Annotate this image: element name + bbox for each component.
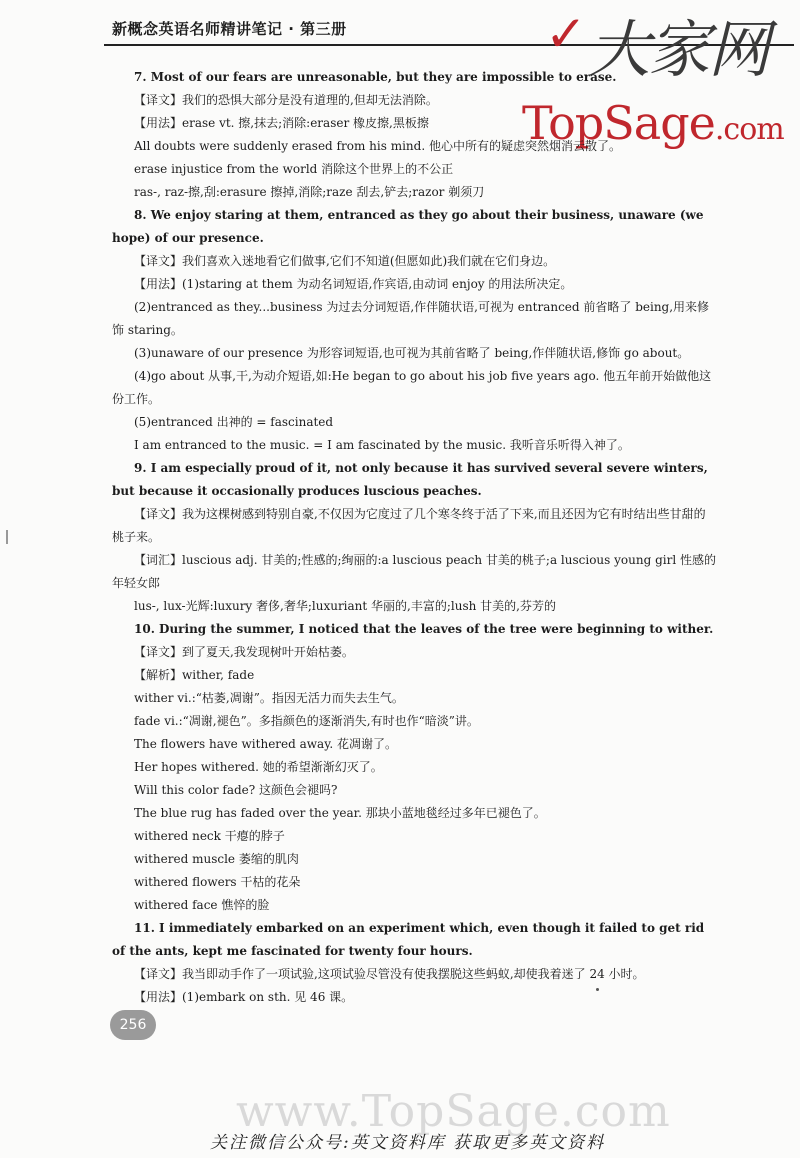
note-line: 【用法】(1)staring at them 为动名词短语,作宾语,由动词 enjoy 的用法所决定。	[134, 277, 573, 291]
note-line: I am entranced to the music. = I am fascinated by the music. 我听音乐听得入神了。	[134, 438, 630, 452]
note-line: 【译文】我为这棵树感到特别自豪,不仅因为它度过了几个寒冬终于活了下来,而且还因为它有时结出些甘甜的桃子来。	[112, 507, 706, 544]
note-line: (5)entranced 出神的 = fascinated	[134, 415, 334, 429]
sentence-heading: 7. Most of our fears are unreasonable, but they are impossible to erase.	[134, 70, 617, 84]
speck	[596, 988, 599, 991]
note-line: ras-, raz-擦,刮:erasure 擦掉,消除;raze 刮去,铲去;razor 剃须刀	[134, 185, 485, 199]
note-line: The blue rug has faded over the year. 那块小蓝地毯经过多年已褪色了。	[134, 806, 546, 820]
sentence-heading: 9. I am especially proud of it, not only because it has survived several severe winters, but because it occasionally produces luscious peaches.	[112, 461, 708, 498]
watermark-logo-cn: 大家网	[588, 13, 769, 86]
note-line: (4)go about 从事,干,为动介短语,如:He began to go about his job five years ago. 他五年前开始做他这份工作。	[112, 369, 712, 406]
note-line: 【译文】我当即动手作了一项试验,这项试验尽管没有使我摆脱这些蚂蚁,却使我着迷了 24 小时。	[134, 967, 645, 981]
watermark-logo-en-suffix: .com	[714, 112, 784, 147]
note-line: 【词汇】luscious adj. 甘美的;性感的;绚丽的:a luscious peach 甘美的桃子;a luscious young girl 性感的年轻女郎	[112, 553, 716, 590]
note-line: withered flowers 干枯的花朵	[134, 875, 301, 889]
page-number: 256	[110, 1010, 156, 1040]
note-line: 【解析】wither, fade	[134, 668, 255, 682]
watermark-footer-site: www.TopSage.com	[236, 1086, 671, 1137]
note-line: withered muscle 萎缩的肌肉	[134, 852, 299, 866]
note-line: fade vi.:“凋谢,褪色”。多指颜色的逐渐消失,有时也作“暗淡”讲。	[134, 714, 479, 728]
note-line: 【译文】我们的恐惧大部分是没有道理的,但却无法消除。	[134, 93, 438, 107]
sentence-heading: 8. We enjoy staring at them, entranced as they go about their business, unaware (we hope) of our presence.	[112, 208, 704, 245]
running-header: 新概念英语名师精讲笔记 · 第三册	[112, 20, 347, 38]
note-line: erase injustice from the world 消除这个世界上的不公正	[134, 162, 454, 176]
note-line: (3)unaware of our presence 为形容词短语,也可视为其前省略了 being,作伴随状语,修饰 go about。	[134, 346, 690, 360]
note-line: Will this color fade? 这颜色会褪吗?	[134, 783, 338, 797]
watermark-logo-en-main: TopSage	[522, 96, 715, 150]
note-line: The flowers have withered away. 花凋谢了。	[134, 737, 398, 751]
sentence-heading: 11. I immediately embarked on an experiment which, even though it failed to get rid of the ants, kept me fascinated for twenty four hours.	[112, 921, 705, 958]
note-line: withered face 憔悴的脸	[134, 898, 270, 912]
note-line: 【用法】erase vt. 擦,抹去;消除:eraser 橡皮擦,黑板擦	[134, 116, 429, 130]
page-body	[112, 66, 716, 1009]
note-line: (2)entranced as they...business 为过去分词短语,作伴随状语,可视为 entranced 前省略了 being,用来修饰 staring。	[112, 300, 710, 337]
note-line: wither vi.:“枯萎,凋谢”。指因无活力而失去生气。	[134, 691, 404, 705]
watermark-logo-mark: ✓	[545, 5, 587, 63]
footer-promo-text: 关注微信公众号:英文资料库 获取更多英文资料	[210, 1133, 606, 1153]
note-line: 【译文】到了夏天,我发现树叶开始枯萎。	[134, 645, 354, 659]
note-line: All doubts were suddenly erased from his mind. 他心中所有的疑虑突然烟消云散了。	[134, 139, 621, 153]
note-line: Her hopes withered. 她的希望渐渐幻灭了。	[134, 760, 383, 774]
sentence-heading: 10. During the summer, I noticed that the leaves of the tree were beginning to wither.	[134, 622, 714, 636]
note-line: withered neck 干瘪的脖子	[134, 829, 285, 843]
note-line: 【译文】我们喜欢入迷地看它们做事,它们不知道(但愿如此)我们就在它们身边。	[134, 254, 556, 268]
note-line: lus-, lux-光辉:luxury 奢侈,奢华;luxuriant 华丽的,丰富的;lush 甘美的,芬芳的	[134, 599, 556, 613]
scan-mark	[6, 530, 8, 544]
note-line: 【用法】(1)embark on sth. 见 46 课。	[134, 990, 354, 1004]
